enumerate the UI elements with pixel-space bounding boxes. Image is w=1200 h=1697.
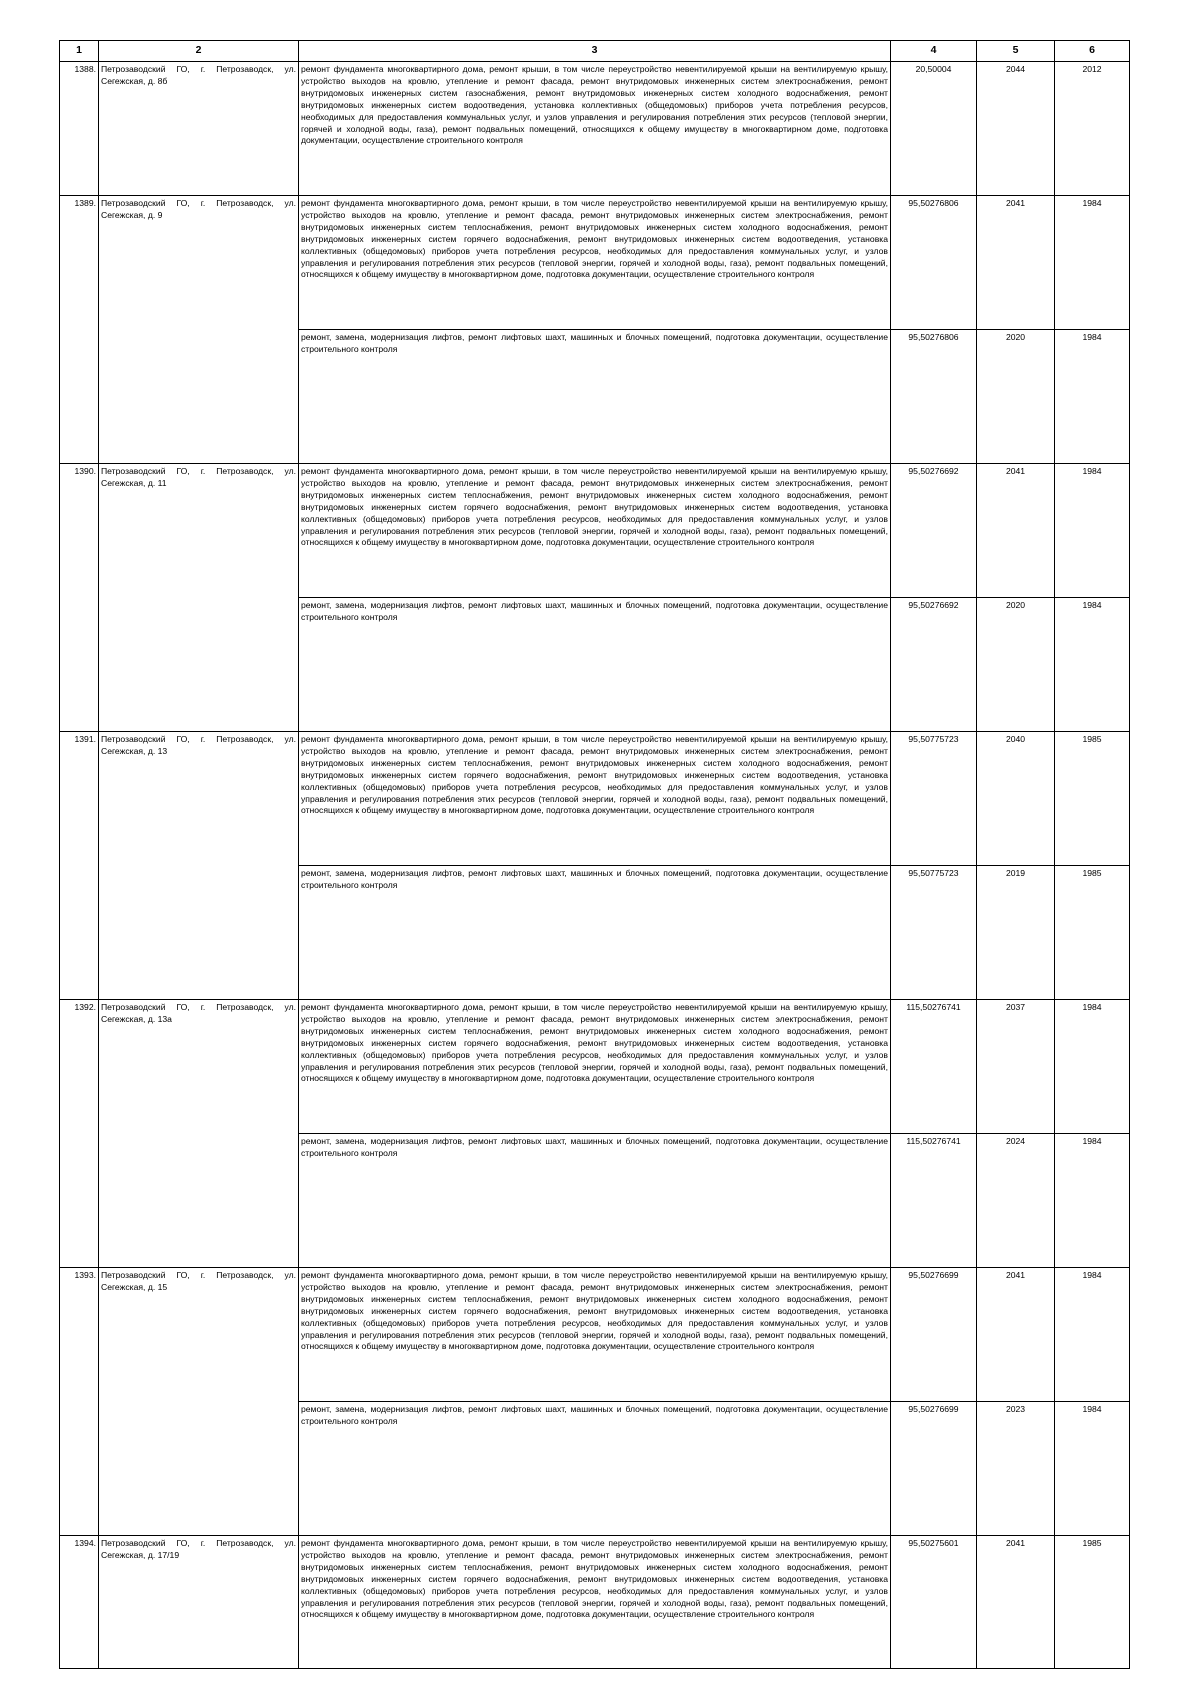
capital-repair-table [59, 40, 1130, 1669]
table-row [60, 464, 1130, 598]
cost-value: 115,50276741 [891, 1134, 977, 1268]
work-description: ремонт фундамента многоквартирного дома, ремонт крыши, в том числе переустройство невентилируемой крыши на вентилируемую крышу, устройство выходов на кровлю, утепление и ремонт фасада, ремонт внутридомовых инженерных систем электроснабжения, ремонт внутридомовых инженерных систем теплоснабжения, ремонт внутридомовых инженерных систем холодного водоснабжения, ремонт внутридомовых инженерных систем горячего водоснабжения, ремонт внутридомовых инженерных систем водоотведения, установка коллективных (общедомовых) приборов учета потребления ресурсов, необходимых для предоставления коммунальных услуг, и узлов управления и регулирования потребления этих ресурсов (тепловой энергии, горячей и холодной воды, газа), ремонт подвальных помещений, относящихся к общему имуществу в многоквартирном доме, подготовка документации, осуществление строительного контроля [299, 1268, 891, 1402]
planned-year: 2041 [977, 464, 1055, 598]
planned-year: 2044 [977, 62, 1055, 196]
row-number: 1391. [60, 732, 99, 1000]
column-header-6: 6 [1055, 41, 1130, 62]
row-number: 1390. [60, 464, 99, 732]
built-year: 1984 [1055, 464, 1130, 598]
column-header-2: 2 [99, 41, 299, 62]
row-number: 1394. [60, 1536, 99, 1669]
cost-value: 95,50276699 [891, 1268, 977, 1402]
planned-year: 2037 [977, 1000, 1055, 1134]
cost-value: 95,50276806 [891, 330, 977, 464]
planned-year: 2023 [977, 1402, 1055, 1536]
row-number: 1389. [60, 196, 99, 464]
work-description: ремонт фундамента многоквартирного дома, ремонт крыши, в том числе переустройство невентилируемой крыши на вентилируемую крышу, устройство выходов на кровлю, утепление и ремонт фасада, ремонт внутридомовых инженерных систем электроснабжения, ремонт внутридомовых инженерных систем газоснабжения, ремонт внутридомовых инженерных систем холодного водоснабжения, ремонт внутридомовых инженерных систем водоотведения, установка коллективных (общедомовых) приборов учета потребления ресурсов, необходимых для предоставления коммунальных услуг, и узлов управления и регулирования потребления этих ресурсов (тепловой энергии, горячей и холодной воды, газа), ремонт подвальных помещений, относящихся к общему имуществу в многоквартирном доме, подготовка документации, осуществление строительного контроля [299, 62, 891, 196]
table-row [60, 1000, 1130, 1134]
work-description: ремонт, замена, модернизация лифтов, ремонт лифтовых шахт, машинных и блочных помещений, подготовка документации, осуществление строительного контроля [299, 1134, 891, 1268]
table-row [60, 62, 1130, 196]
built-year: 1984 [1055, 196, 1130, 330]
built-year: 1984 [1055, 330, 1130, 464]
house-address: Петрозаводский ГО, г. Петрозаводск, ул. Сегежская, д. 17/19 [99, 1536, 299, 1669]
built-year: 1984 [1055, 1134, 1130, 1268]
house-address: Петрозаводский ГО, г. Петрозаводск, ул. Сегежская, д. 13а [99, 1000, 299, 1268]
planned-year: 2041 [977, 1268, 1055, 1402]
row-number: 1392. [60, 1000, 99, 1268]
table-row [60, 196, 1130, 330]
table-row [60, 1268, 1130, 1402]
built-year: 1984 [1055, 1402, 1130, 1536]
built-year: 1984 [1055, 598, 1130, 732]
cost-value: 95,50276699 [891, 1402, 977, 1536]
built-year: 1984 [1055, 1000, 1130, 1134]
house-address: Петрозаводский ГО, г. Петрозаводск, ул. Сегежская, д. 15 [99, 1268, 299, 1536]
work-description: ремонт фундамента многоквартирного дома, ремонт крыши, в том числе переустройство невентилируемой крыши на вентилируемую крышу, устройство выходов на кровлю, утепление и ремонт фасада, ремонт внутридомовых инженерных систем электроснабжения, ремонт внутридомовых инженерных систем теплоснабжения, ремонт внутридомовых инженерных систем холодного водоснабжения, ремонт внутридомовых инженерных систем горячего водоснабжения, ремонт внутридомовых инженерных систем водоотведения, установка коллективных (общедомовых) приборов учета потребления ресурсов, необходимых для предоставления коммунальных услуг, и узлов управления и регулирования потребления этих ресурсов (тепловой энергии, горячей и холодной воды, газа), ремонт подвальных помещений, относящихся к общему имуществу в многоквартирном доме, подготовка документации, осуществление строительного контроля [299, 1000, 891, 1134]
work-description: ремонт, замена, модернизация лифтов, ремонт лифтовых шахт, машинных и блочных помещений, подготовка документации, осуществление строительного контроля [299, 866, 891, 1000]
work-description: ремонт, замена, модернизация лифтов, ремонт лифтовых шахт, машинных и блочных помещений, подготовка документации, осуществление строительного контроля [299, 598, 891, 732]
built-year: 1985 [1055, 866, 1130, 1000]
built-year: 2012 [1055, 62, 1130, 196]
cost-value: 95,50275601 [891, 1536, 977, 1669]
header-row [60, 41, 1130, 62]
work-description: ремонт фундамента многоквартирного дома, ремонт крыши, в том числе переустройство невентилируемой крыши на вентилируемую крышу, устройство выходов на кровлю, утепление и ремонт фасада, ремонт внутридомовых инженерных систем электроснабжения, ремонт внутридомовых инженерных систем теплоснабжения, ремонт внутридомовых инженерных систем холодного водоснабжения, ремонт внутридомовых инженерных систем горячего водоснабжения, ремонт внутридомовых инженерных систем водоотведения, установка коллективных (общедомовых) приборов учета потребления ресурсов, необходимых для предоставления коммунальных услуг, и узлов управления и регулирования потребления этих ресурсов (тепловой энергии, горячей и холодной воды, газа), ремонт подвальных помещений, относящихся к общему имуществу в многоквартирном доме, подготовка документации, осуществление строительного контроля [299, 464, 891, 598]
cost-value: 95,50276806 [891, 196, 977, 330]
column-header-5: 5 [977, 41, 1055, 62]
column-header-3: 3 [299, 41, 891, 62]
planned-year: 2020 [977, 330, 1055, 464]
column-header-1: 1 [60, 41, 99, 62]
cost-value: 20,50004 [891, 62, 977, 196]
work-description: ремонт фундамента многоквартирного дома, ремонт крыши, в том числе переустройство невентилируемой крыши на вентилируемую крышу, устройство выходов на кровлю, утепление и ремонт фасада, ремонт внутридомовых инженерных систем электроснабжения, ремонт внутридомовых инженерных систем теплоснабжения, ремонт внутридомовых инженерных систем холодного водоснабжения, ремонт внутридомовых инженерных систем горячего водоснабжения, ремонт внутридомовых инженерных систем водоотведения, установка коллективных (общедомовых) приборов учета потребления ресурсов, необходимых для предоставления коммунальных услуг, и узлов управления и регулирования потребления этих ресурсов (тепловой энергии, горячей и холодной воды, газа), ремонт подвальных помещений, относящихся к общему имуществу в многоквартирном доме, подготовка документации, осуществление строительного контроля [299, 196, 891, 330]
cost-value: 115,50276741 [891, 1000, 977, 1134]
planned-year: 2020 [977, 598, 1055, 732]
planned-year: 2024 [977, 1134, 1055, 1268]
planned-year: 2019 [977, 866, 1055, 1000]
work-description: ремонт, замена, модернизация лифтов, ремонт лифтовых шахт, машинных и блочных помещений, подготовка документации, осуществление строительного контроля [299, 330, 891, 464]
row-number: 1393. [60, 1268, 99, 1536]
built-year: 1984 [1055, 1268, 1130, 1402]
built-year: 1985 [1055, 732, 1130, 866]
house-address: Петрозаводский ГО, г. Петрозаводск, ул. Сегежская, д. 11 [99, 464, 299, 732]
row-number: 1388. [60, 62, 99, 196]
table-row [60, 732, 1130, 866]
cost-value: 95,50775723 [891, 732, 977, 866]
house-address: Петрозаводский ГО, г. Петрозаводск, ул. Сегежская, д. 13 [99, 732, 299, 1000]
work-description: ремонт фундамента многоквартирного дома, ремонт крыши, в том числе переустройство невентилируемой крыши на вентилируемую крышу, устройство выходов на кровлю, утепление и ремонт фасада, ремонт внутридомовых инженерных систем электроснабжения, ремонт внутридомовых инженерных систем теплоснабжения, ремонт внутридомовых инженерных систем холодного водоснабжения, ремонт внутридомовых инженерных систем горячего водоснабжения, ремонт внутридомовых инженерных систем водоотведения, установка коллективных (общедомовых) приборов учета потребления ресурсов, необходимых для предоставления коммунальных услуг, и узлов управления и регулирования потребления этих ресурсов (тепловой энергии, горячей и холодной воды, газа), ремонт подвальных помещений, относящихся к общему имуществу в многоквартирном доме, подготовка документации, осуществление строительного контроля [299, 1536, 891, 1669]
table-row [60, 1536, 1130, 1669]
planned-year: 2041 [977, 196, 1055, 330]
built-year: 1985 [1055, 1536, 1130, 1669]
work-description: ремонт фундамента многоквартирного дома, ремонт крыши, в том числе переустройство невентилируемой крыши на вентилируемую крышу, устройство выходов на кровлю, утепление и ремонт фасада, ремонт внутридомовых инженерных систем электроснабжения, ремонт внутридомовых инженерных систем теплоснабжения, ремонт внутридомовых инженерных систем холодного водоснабжения, ремонт внутридомовых инженерных систем горячего водоснабжения, ремонт внутридомовых инженерных систем водоотведения, установка коллективных (общедомовых) приборов учета потребления ресурсов, необходимых для предоставления коммунальных услуг, и узлов управления и регулирования потребления этих ресурсов (тепловой энергии, горячей и холодной воды, газа), ремонт подвальных помещений, относящихся к общему имуществу в многоквартирном доме, подготовка документации, осуществление строительного контроля [299, 732, 891, 866]
work-description: ремонт, замена, модернизация лифтов, ремонт лифтовых шахт, машинных и блочных помещений, подготовка документации, осуществление строительного контроля [299, 1402, 891, 1536]
cost-value: 95,50775723 [891, 866, 977, 1000]
house-address: Петрозаводский ГО, г. Петрозаводск, ул. Сегежская, д. 8б [99, 62, 299, 196]
planned-year: 2041 [977, 1536, 1055, 1669]
house-address: Петрозаводский ГО, г. Петрозаводск, ул. Сегежская, д. 9 [99, 196, 299, 464]
column-header-4: 4 [891, 41, 977, 62]
planned-year: 2040 [977, 732, 1055, 866]
cost-value: 95,50276692 [891, 464, 977, 598]
cost-value: 95,50276692 [891, 598, 977, 732]
